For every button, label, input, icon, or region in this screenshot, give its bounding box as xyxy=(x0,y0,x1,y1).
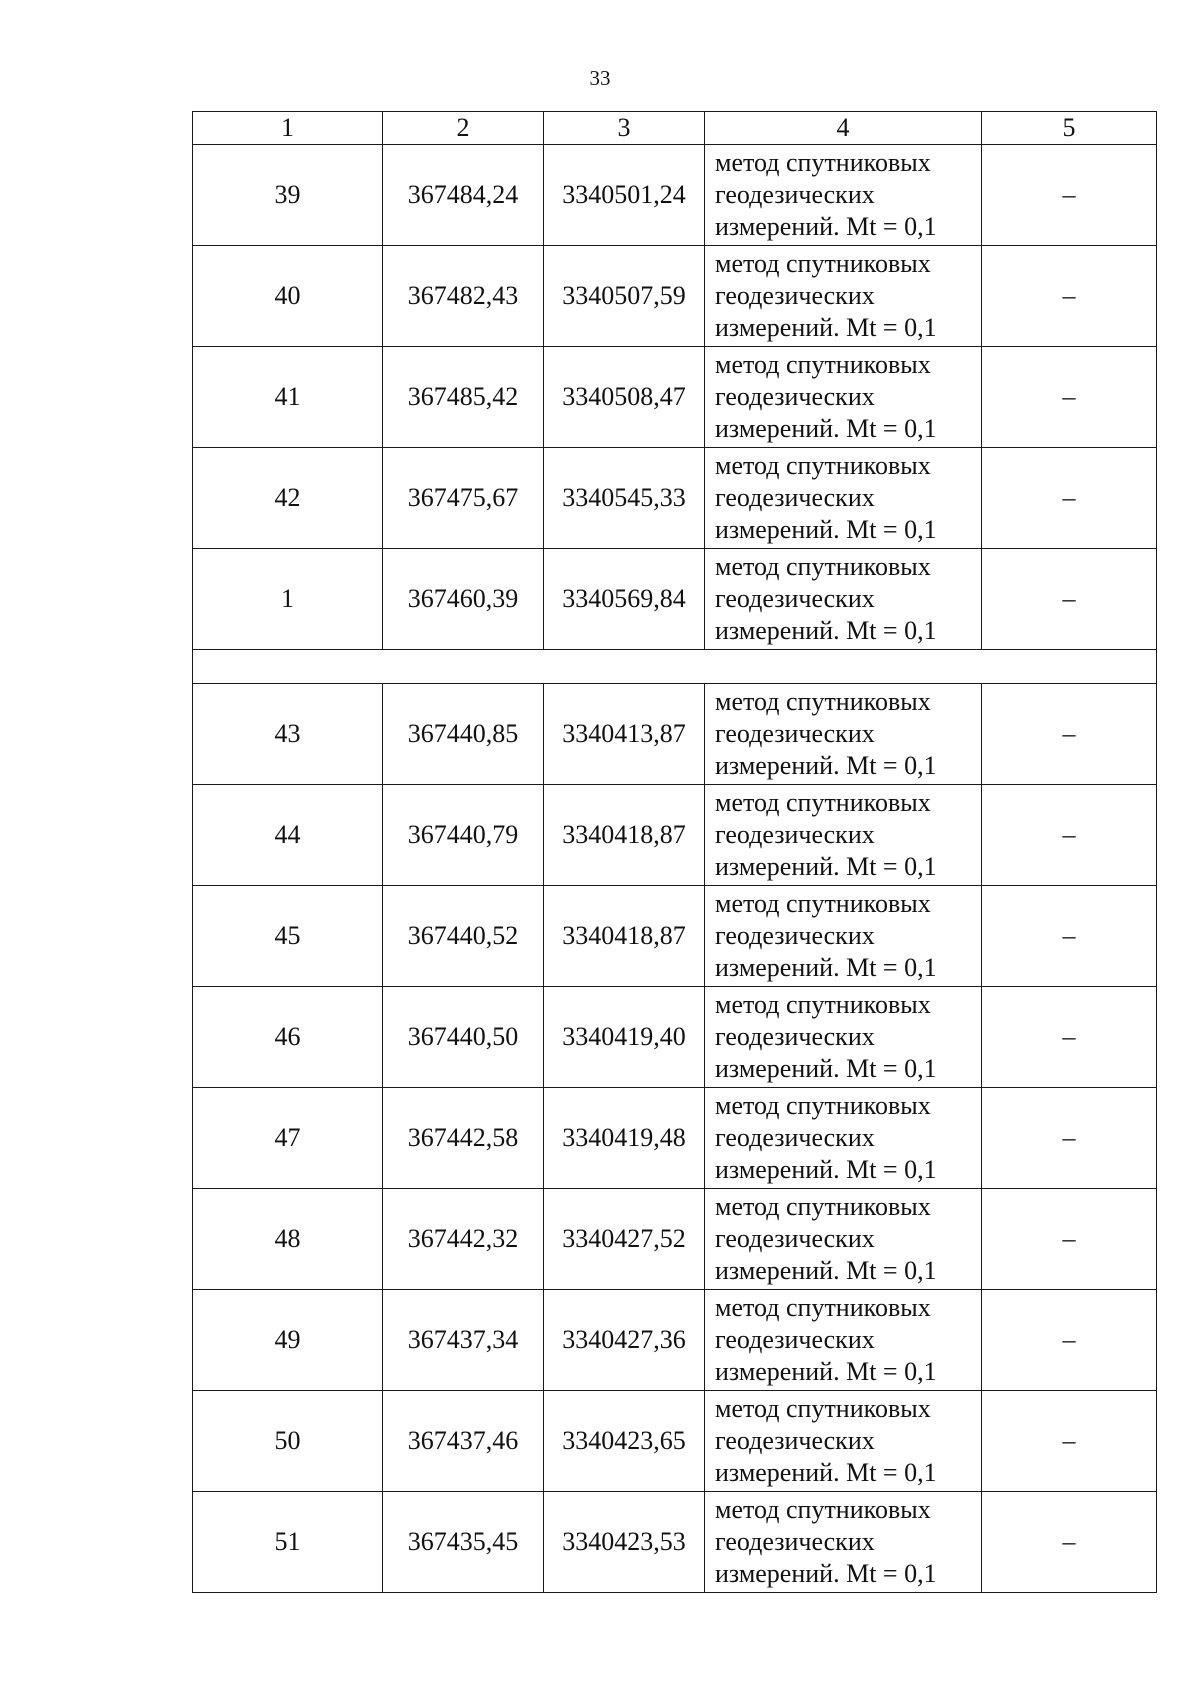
y-coordinate-cell: 3340507,59 xyxy=(544,246,705,347)
x-coordinate-cell: 367440,85 xyxy=(383,684,544,785)
table-row xyxy=(193,1189,1157,1290)
method-cell xyxy=(705,549,982,650)
method-line: измерений. Mt = 0,1 xyxy=(715,1559,937,1588)
table-row xyxy=(193,448,1157,549)
method-cell xyxy=(705,347,982,448)
point-number-cell: 41 xyxy=(193,347,383,448)
y-coordinate-cell: 3340569,84 xyxy=(544,549,705,650)
error-cell: – xyxy=(982,448,1157,549)
table-row xyxy=(193,347,1157,448)
y-coordinate-cell: 3340418,87 xyxy=(544,886,705,987)
y-coordinate-cell: 3340419,40 xyxy=(544,987,705,1088)
method-line: метод спутниковых xyxy=(715,990,931,1019)
method-cell xyxy=(705,1088,982,1189)
point-number-cell: 45 xyxy=(193,886,383,987)
method-line: измерений. Mt = 0,1 xyxy=(715,852,937,881)
method-line: измерений. Mt = 0,1 xyxy=(715,751,937,780)
method-cell xyxy=(705,1492,982,1593)
method-line: метод спутниковых xyxy=(715,889,931,918)
method-line: метод спутниковых xyxy=(715,687,931,716)
method-line: геодезических xyxy=(715,820,875,849)
method-cell xyxy=(705,987,982,1088)
error-cell: – xyxy=(982,347,1157,448)
table-row xyxy=(193,246,1157,347)
y-coordinate-cell: 3340413,87 xyxy=(544,684,705,785)
coordinates-table xyxy=(192,111,1157,1593)
method-line: метод спутниковых xyxy=(715,249,931,278)
method-line: геодезических xyxy=(715,483,875,512)
method-line: измерений. Mt = 0,1 xyxy=(715,1458,937,1487)
method-line: геодезических xyxy=(715,281,875,310)
x-coordinate-cell: 367440,79 xyxy=(383,785,544,886)
y-coordinate-cell: 3340419,48 xyxy=(544,1088,705,1189)
method-line: метод спутниковых xyxy=(715,1192,931,1221)
table-row xyxy=(193,549,1157,650)
x-coordinate-cell: 367437,46 xyxy=(383,1391,544,1492)
error-cell: – xyxy=(982,1492,1157,1593)
column-header-3: 3 xyxy=(544,112,705,145)
error-cell: – xyxy=(982,886,1157,987)
point-number-cell: 47 xyxy=(193,1088,383,1189)
method-cell xyxy=(705,145,982,246)
method-line: метод спутниковых xyxy=(715,1495,931,1524)
method-line: геодезических xyxy=(715,180,875,209)
x-coordinate-cell: 367442,58 xyxy=(383,1088,544,1189)
y-coordinate-cell: 3340427,52 xyxy=(544,1189,705,1290)
method-line: геодезических xyxy=(715,1022,875,1051)
point-number-cell: 42 xyxy=(193,448,383,549)
method-line: измерений. Mt = 0,1 xyxy=(715,313,937,342)
x-coordinate-cell: 367440,52 xyxy=(383,886,544,987)
x-coordinate-cell: 367460,39 xyxy=(383,549,544,650)
error-cell: – xyxy=(982,1290,1157,1391)
table-row xyxy=(193,987,1157,1088)
x-coordinate-cell: 367437,34 xyxy=(383,1290,544,1391)
method-cell xyxy=(705,448,982,549)
method-line: измерений. Mt = 0,1 xyxy=(715,414,937,443)
method-line: измерений. Mt = 0,1 xyxy=(715,953,937,982)
method-line: метод спутниковых xyxy=(715,788,931,817)
method-cell xyxy=(705,886,982,987)
y-coordinate-cell: 3340427,36 xyxy=(544,1290,705,1391)
y-coordinate-cell: 3340501,24 xyxy=(544,145,705,246)
method-line: метод спутниковых xyxy=(715,148,931,177)
table-header-row xyxy=(193,112,1157,145)
point-number-cell: 39 xyxy=(193,145,383,246)
x-coordinate-cell: 367440,50 xyxy=(383,987,544,1088)
table-row xyxy=(193,684,1157,785)
method-line: измерений. Mt = 0,1 xyxy=(715,1155,937,1184)
method-line: геодезических xyxy=(715,1325,875,1354)
method-cell xyxy=(705,1189,982,1290)
error-cell: – xyxy=(982,785,1157,886)
x-coordinate-cell: 367485,42 xyxy=(383,347,544,448)
table-row xyxy=(193,1492,1157,1593)
method-line: измерений. Mt = 0,1 xyxy=(715,616,937,645)
separator-cell xyxy=(193,650,1157,684)
x-coordinate-cell: 367484,24 xyxy=(383,145,544,246)
table-row xyxy=(193,1088,1157,1189)
method-cell xyxy=(705,246,982,347)
column-header-5: 5 xyxy=(982,112,1157,145)
method-line: геодезических xyxy=(715,1426,875,1455)
y-coordinate-cell: 3340418,87 xyxy=(544,785,705,886)
method-line: геодезических xyxy=(715,584,875,613)
point-number-cell: 50 xyxy=(193,1391,383,1492)
point-number-cell: 46 xyxy=(193,987,383,1088)
error-cell: – xyxy=(982,1391,1157,1492)
method-line: метод спутниковых xyxy=(715,1293,931,1322)
y-coordinate-cell: 3340508,47 xyxy=(544,347,705,448)
method-line: геодезических xyxy=(715,1224,875,1253)
method-line: измерений. Mt = 0,1 xyxy=(715,1054,937,1083)
x-coordinate-cell: 367435,45 xyxy=(383,1492,544,1593)
error-cell: – xyxy=(982,246,1157,347)
x-coordinate-cell: 367442,32 xyxy=(383,1189,544,1290)
method-line: метод спутниковых xyxy=(715,1394,931,1423)
y-coordinate-cell: 3340423,53 xyxy=(544,1492,705,1593)
method-line: метод спутниковых xyxy=(715,1091,931,1120)
point-number-cell: 44 xyxy=(193,785,383,886)
error-cell: – xyxy=(982,1088,1157,1189)
method-line: геодезических xyxy=(715,719,875,748)
error-cell: – xyxy=(982,987,1157,1088)
method-line: измерений. Mt = 0,1 xyxy=(715,515,937,544)
error-cell: – xyxy=(982,145,1157,246)
column-header-4: 4 xyxy=(705,112,982,145)
method-line: геодезических xyxy=(715,382,875,411)
table-row xyxy=(193,886,1157,987)
page-number: 33 xyxy=(589,66,611,90)
table-row xyxy=(193,145,1157,246)
point-number-cell: 43 xyxy=(193,684,383,785)
method-line: геодезических xyxy=(715,1527,875,1556)
x-coordinate-cell: 367482,43 xyxy=(383,246,544,347)
method-cell xyxy=(705,785,982,886)
method-line: метод спутниковых xyxy=(715,451,931,480)
method-line: измерений. Mt = 0,1 xyxy=(715,1256,937,1285)
point-number-cell: 40 xyxy=(193,246,383,347)
method-line: метод спутниковых xyxy=(715,350,931,379)
method-line: геодезических xyxy=(715,1123,875,1152)
point-number-cell: 49 xyxy=(193,1290,383,1391)
method-line: измерений. Mt = 0,1 xyxy=(715,1357,937,1386)
column-header-2: 2 xyxy=(383,112,544,145)
table-row xyxy=(193,785,1157,886)
method-line: измерений. Mt = 0,1 xyxy=(715,212,937,241)
x-coordinate-cell: 367475,67 xyxy=(383,448,544,549)
method-line: геодезических xyxy=(715,921,875,950)
error-cell: – xyxy=(982,1189,1157,1290)
method-cell xyxy=(705,1391,982,1492)
column-header-1: 1 xyxy=(193,112,383,145)
method-line: метод спутниковых xyxy=(715,552,931,581)
method-cell xyxy=(705,684,982,785)
table-row xyxy=(193,1290,1157,1391)
point-number-cell: 1 xyxy=(193,549,383,650)
y-coordinate-cell: 3340545,33 xyxy=(544,448,705,549)
y-coordinate-cell: 3340423,65 xyxy=(544,1391,705,1492)
method-cell xyxy=(705,1290,982,1391)
error-cell: – xyxy=(982,684,1157,785)
point-number-cell: 51 xyxy=(193,1492,383,1593)
point-number-cell: 48 xyxy=(193,1189,383,1290)
table-row xyxy=(193,1391,1157,1492)
error-cell: – xyxy=(982,549,1157,650)
separator-row xyxy=(193,650,1157,684)
